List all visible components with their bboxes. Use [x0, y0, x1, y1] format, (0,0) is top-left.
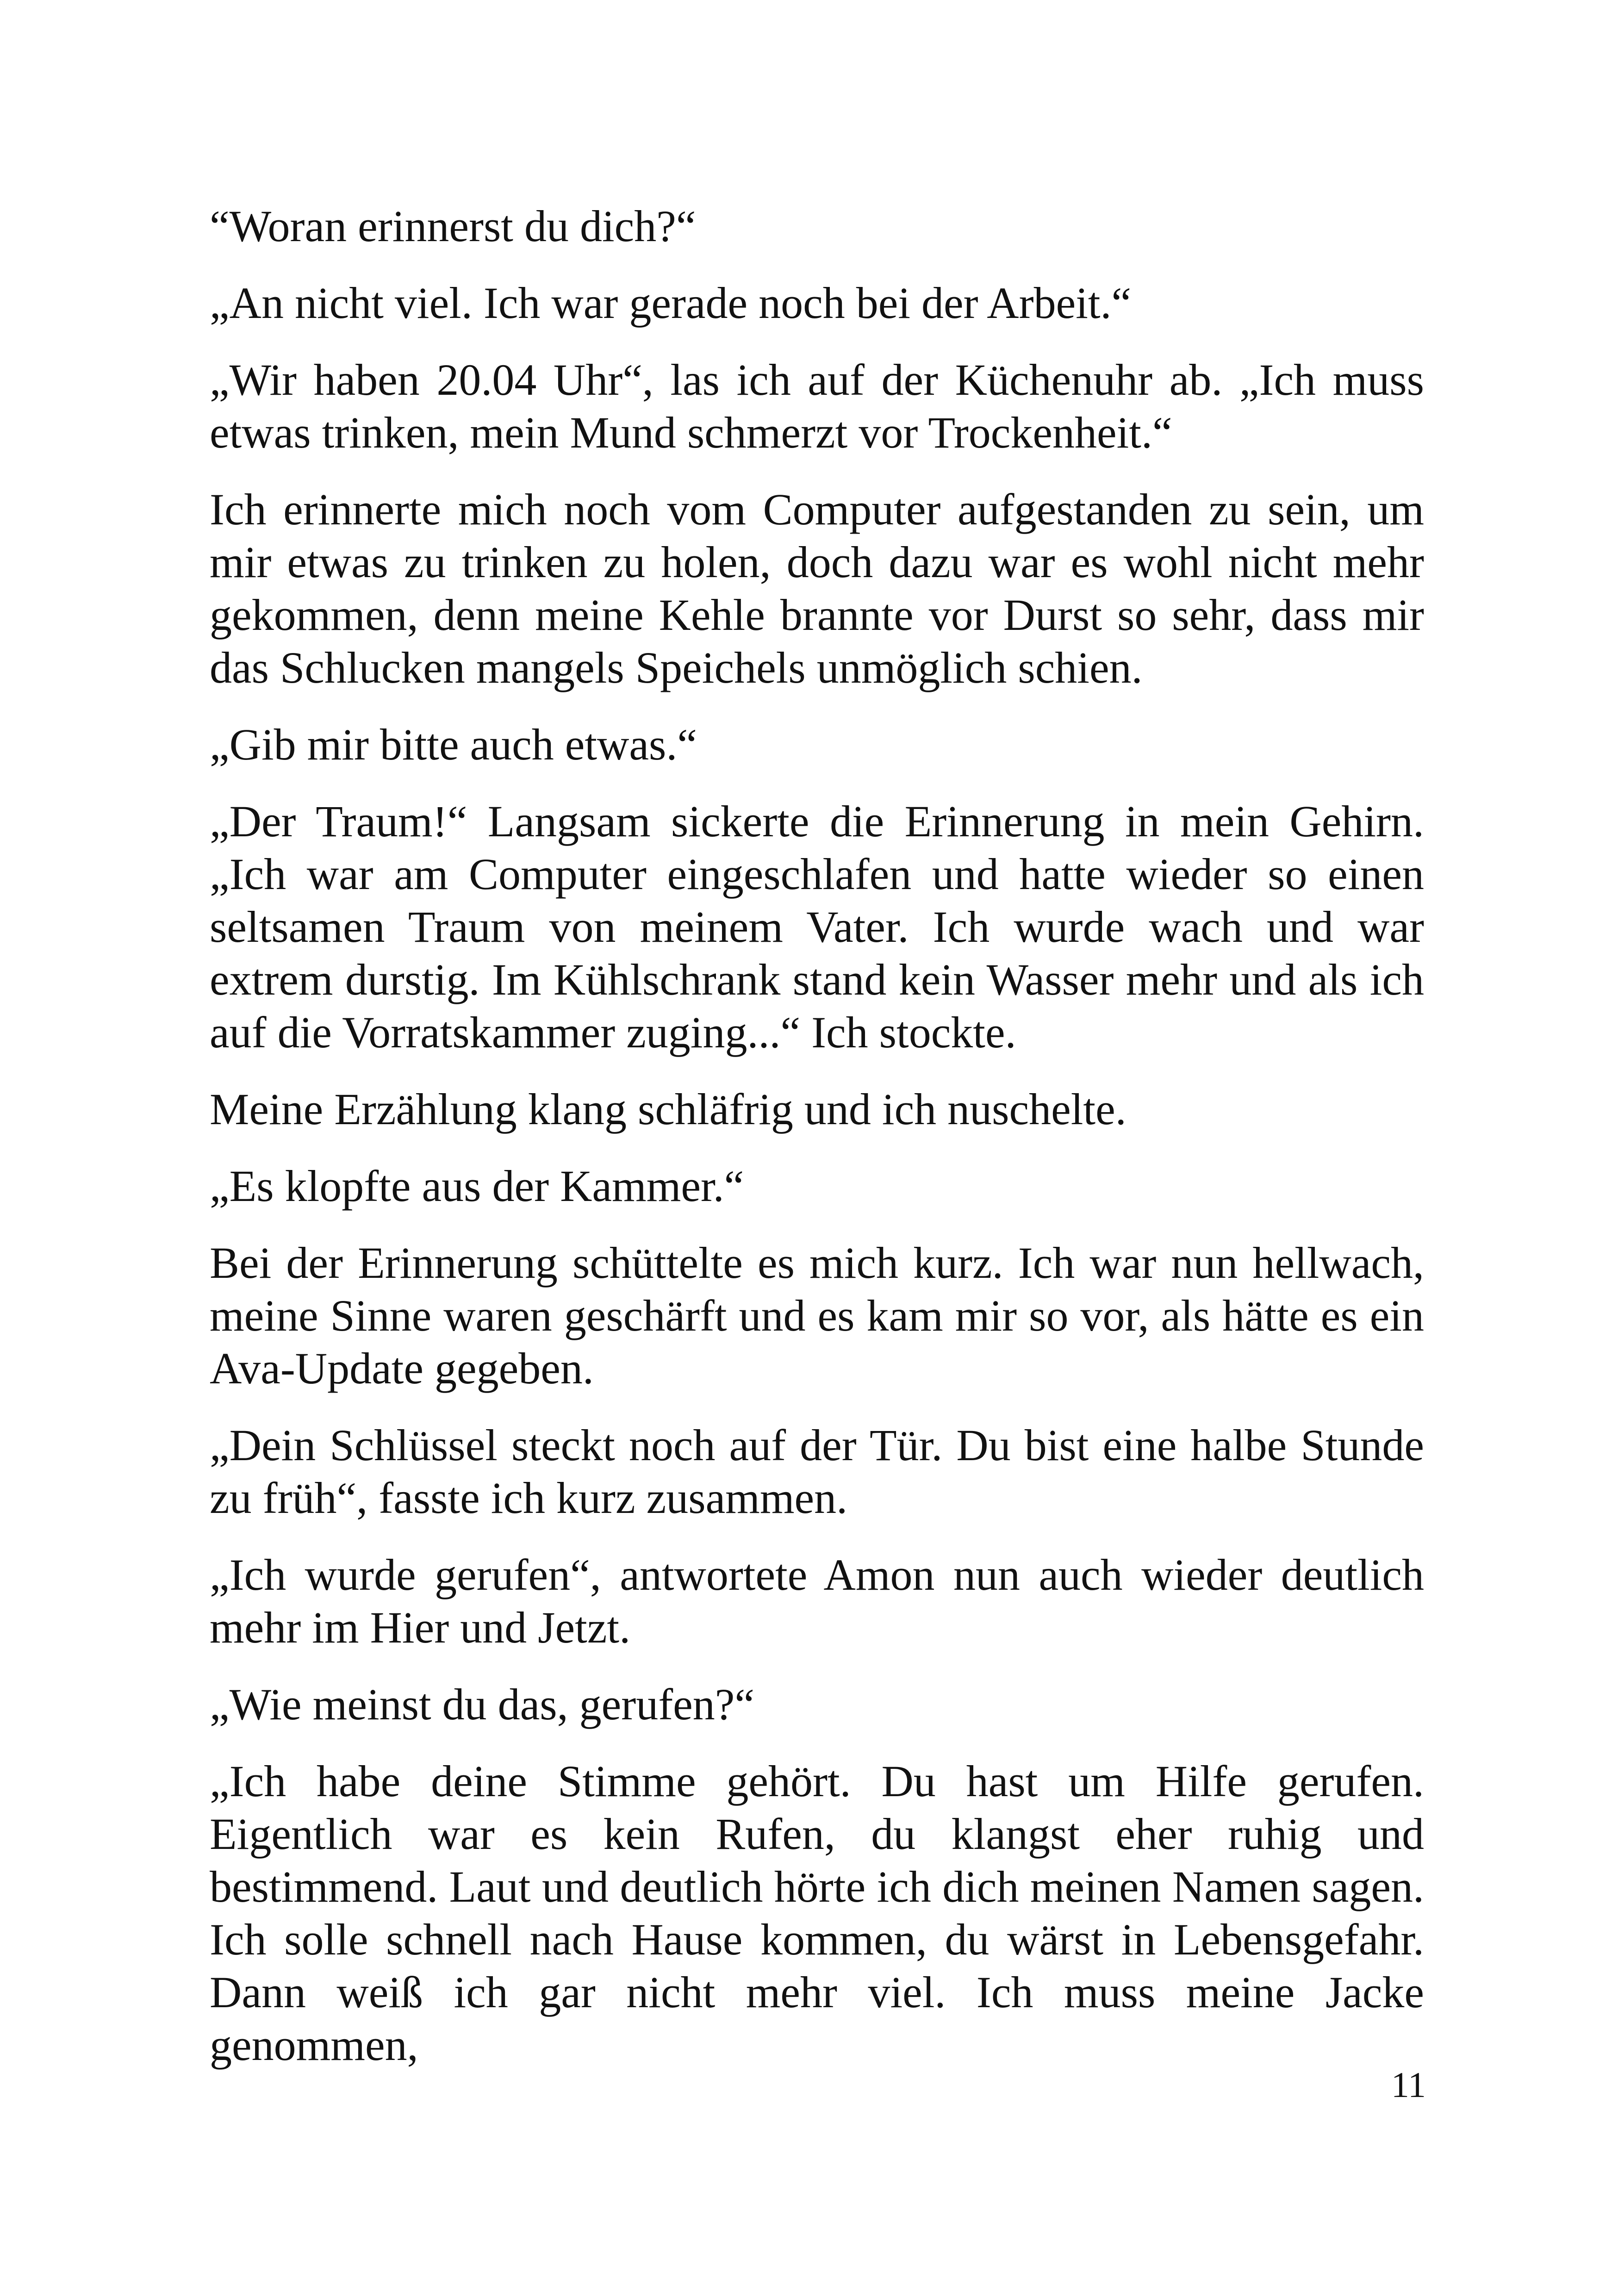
- paragraph-7: Meine Erzählung klang schläfrig und ich nuschelte.: [210, 1084, 1126, 1134]
- page-number: 11: [1391, 2065, 1426, 2105]
- paragraph-5: „Gib mir bitte auch etwas.“: [210, 720, 697, 769]
- paragraph-3: „Wir haben 20.04 Uhr“, las ich auf der Küchenuhr ab. „Ich muss etwas trinken, mein Mund schmerzt vor Trockenheit.“: [210, 355, 1424, 457]
- paragraph-8: „Es klopfte aus der Kammer.“: [210, 1161, 744, 1211]
- paragraph-10: „Dein Schlüssel steckt noch auf der Tür. Du bist eine halbe Stunde zu früh“, fasste ich kurz zusammen.: [210, 1420, 1424, 1523]
- paragraph-11: „Ich wurde gerufen“, antwortete Amon nun auch wieder deutlich mehr im Hier und Jetzt.: [210, 1550, 1424, 1652]
- paragraph-13: „Ich habe deine Stimme gehört. Du hast um Hilfe gerufen. Eigentlich war es kein Rufen, du klangst eher ruhig und bestimmend. Laut und deutlich hörte ich dich meinen Namen sagen. Ich solle schnell nach Hause kommen, du wärst in Lebensgefahr. Dann weiß ich gar nicht mehr viel. Ich muss meine Jacke genommen,: [210, 1756, 1424, 2070]
- paragraph-1: “Woran erinnerst du dich?“: [210, 201, 696, 251]
- paragraph-9: Bei der Erinnerung schüttelte es mich kurz. Ich war nun hellwach, meine Sinne waren geschärft und es kam mir so vor, als hätte es ein Ava-Update gegeben.: [210, 1238, 1424, 1393]
- paragraph-6: „Der Traum!“ Langsam sickerte die Erinnerung in mein Gehirn. „Ich war am Computer eingeschlafen und hatte wieder so einen seltsamen Traum von meinem Vater. Ich wurde wach und war extrem durstig. Im Kühlschrank stand kein Wasser mehr und als ich auf die Vorratskammer zuging...“ Ich stockte.: [210, 796, 1424, 1057]
- paragraph-2: „An nicht viel. Ich war gerade noch bei der Arbeit.“: [210, 278, 1132, 328]
- paragraph-12: „Wie meinst du das, gerufen?“: [210, 1680, 754, 1729]
- body-text: [210, 200, 1424, 2096]
- paragraph-4: Ich erinnerte mich noch vom Computer aufgestanden zu sein, um mir etwas zu trinken zu holen, doch dazu war es wohl nicht mehr gekommen, denn meine Kehle brannte vor Durst so sehr, dass mir das Schlucken mangels Speichels unmöglich schien.: [210, 485, 1424, 692]
